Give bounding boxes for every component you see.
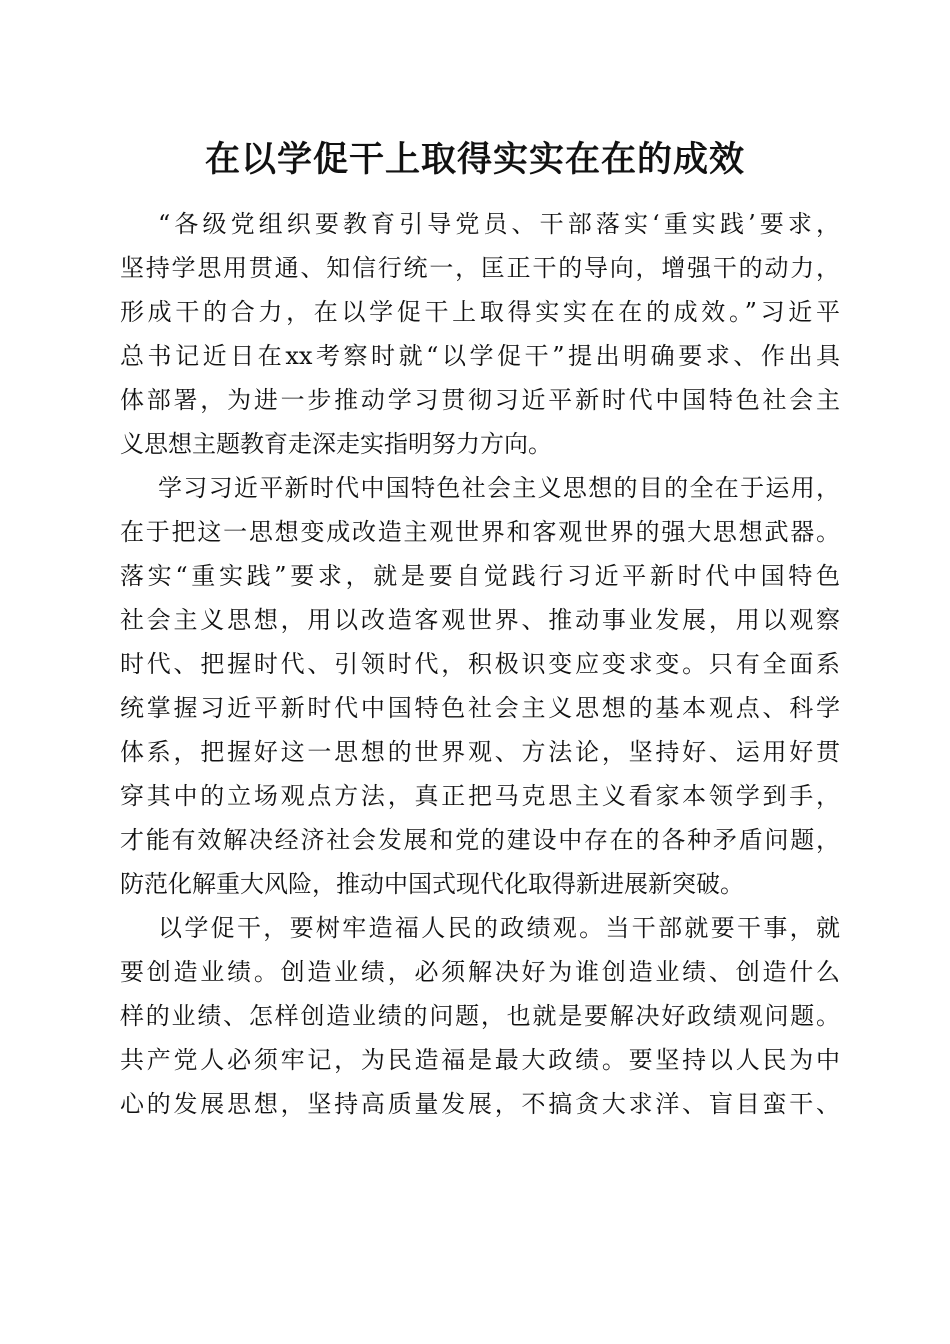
paragraph-line: 以学促干，要树牢造福人民的政绩观。当干部就要干事，就 — [158, 914, 840, 942]
paragraph-line: 义思想主题教育走深走实指明努力方向。 — [120, 430, 552, 458]
paragraph-line: 才能有效解决经济社会发展和党的建设中存在的各种矛盾问题， — [120, 826, 840, 854]
paragraph-line: 穿其中的立场观点方法，真正把马克思主义看家本领学到手， — [120, 782, 840, 810]
paragraph-line: 学习习近平新时代中国特色社会主义思想的目的全在于运用， — [158, 474, 840, 502]
paragraph-line: 防范化解重大风险，推动中国式现代化取得新进展新突破。 — [120, 870, 744, 898]
paragraph-line: 社会主义思想，用以改造客观世界、推动事业发展，用以观察 — [120, 606, 840, 634]
paragraph-line: 心的发展思想，坚持高质量发展，不搞贪大求洋、盲目蛮干、 — [120, 1090, 840, 1118]
paragraph-line: 在于把这一思想变成改造主观世界和客观世界的强大思想武器。 — [120, 518, 840, 546]
paragraph-line: 落实“重实践”要求，就是要自觉践行习近平新时代中国特色 — [120, 562, 840, 590]
paragraph-line: 样的业绩、怎样创造业绩的问题，也就是要解决好政绩观问题。 — [120, 1002, 840, 1030]
paragraph-line: “各级党组织要教育引导党员、干部落实‘重实践’要求， — [158, 210, 840, 238]
document-title: 在以学促干上取得实实在在的成效 — [204, 139, 745, 180]
paragraph-line: 统掌握习近平新时代中国特色社会主义思想的基本观点、科学 — [120, 694, 840, 722]
paragraph-line: 体部署，为进一步推动学习贯彻习近平新时代中国特色社会主 — [120, 386, 840, 414]
paragraph-line: 坚持学思用贯通、知信行统一，匡正干的导向，增强干的动力， — [120, 254, 840, 282]
paragraph-line: 形成干的合力，在以学促干上取得实实在在的成效。”习近平 — [120, 298, 840, 326]
paragraph-line: 总书记近日在xx考察时就“以学促干”提出明确要求、作出具 — [120, 342, 840, 370]
paragraph-line: 时代、把握时代、引领时代，积极识变应变求变。只有全面系 — [120, 650, 840, 678]
paragraph-line: 共产党人必须牢记，为民造福是最大政绩。要坚持以人民为中 — [120, 1046, 840, 1074]
paragraph-line: 体系，把握好这一思想的世界观、方法论，坚持好、运用好贯 — [120, 738, 840, 766]
paragraph-line: 要创造业绩。创造业绩，必须解决好为谁创造业绩、创造什么 — [120, 958, 840, 986]
